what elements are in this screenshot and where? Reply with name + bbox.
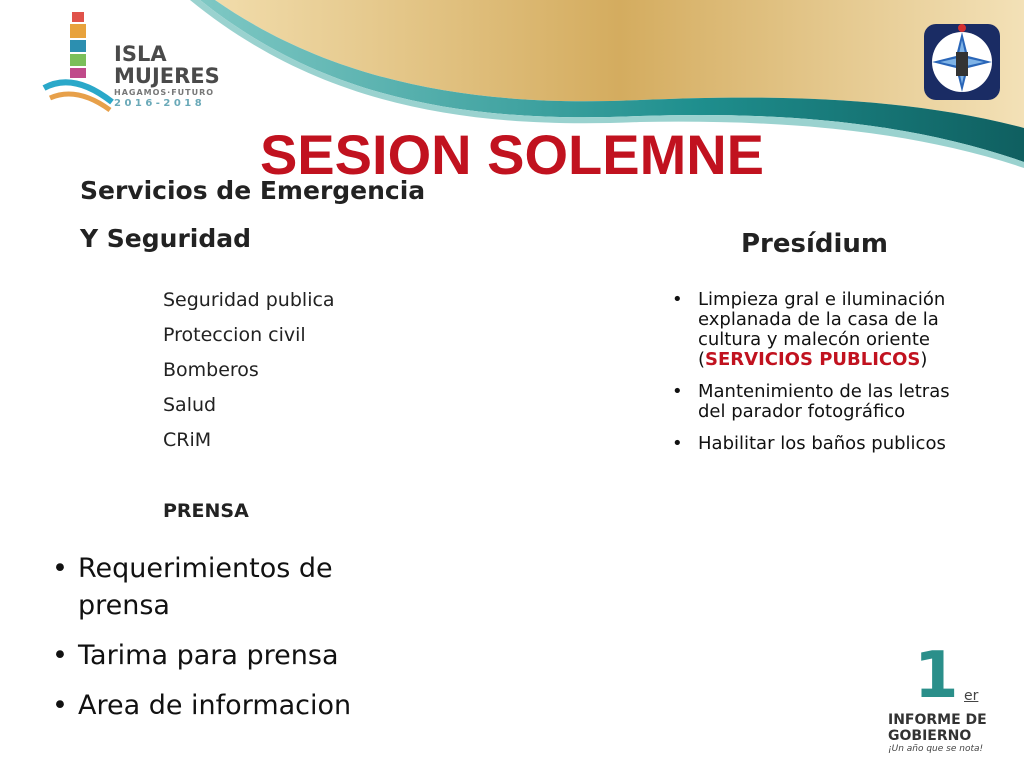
- list-item: Proteccion civil: [163, 324, 306, 346]
- logo-line2: MUJERES: [114, 64, 220, 88]
- left-heading-line2: Y Seguridad: [80, 224, 252, 253]
- slide-title: SESION SOLEMNE: [259, 123, 765, 186]
- list-item: • Area de informacion: [52, 687, 382, 724]
- list-item: • Mantenimiento de las letras del parador fotográfico: [672, 382, 962, 422]
- list-item: CRiM: [163, 429, 212, 451]
- number-one: 1: [914, 639, 959, 713]
- informe-line2: GOBIERNO: [888, 728, 972, 744]
- services-list: [163, 288, 423, 463]
- press-heading: PRENSA: [163, 500, 249, 522]
- logo-years: 2 0 1 6 - 2 0 1 8: [114, 98, 202, 109]
- list-item: Salud: [163, 394, 217, 416]
- press-list: [52, 550, 382, 737]
- logo-tagline: HAGAMOS·FUTURO: [114, 88, 215, 97]
- informe-logo: [884, 639, 1004, 760]
- informe-slogan: ¡Un año que se nota!: [888, 744, 984, 754]
- informe-line1: INFORME DE: [888, 712, 987, 728]
- left-heading-line1: Servicios de Emergencia: [80, 176, 426, 205]
- superscript-er: er: [964, 688, 979, 704]
- isla-mujeres-logo: [40, 10, 220, 115]
- list-item: • Habilitar los baños publicos: [672, 434, 962, 454]
- list-item: • Limpieza gral e iluminación explanada de la casa de la cultura y malecón oriente (SERVICIOS PUBLICOS): [672, 290, 962, 370]
- list-item: Bomberos: [163, 359, 259, 381]
- presidium-heading: Presídium: [741, 229, 889, 259]
- list-item: • Tarima para prensa: [52, 637, 382, 674]
- highlight-text: SERVICIOS PUBLICOS: [705, 349, 921, 370]
- compass-shield-icon: [922, 22, 1002, 102]
- list-item: • Requerimientos de prensa: [52, 550, 382, 624]
- list-item: Seguridad publica: [163, 289, 335, 311]
- presidium-list: [672, 290, 962, 466]
- lighthouse-icon: [40, 10, 120, 115]
- logo-line1: ISLA: [114, 42, 167, 66]
